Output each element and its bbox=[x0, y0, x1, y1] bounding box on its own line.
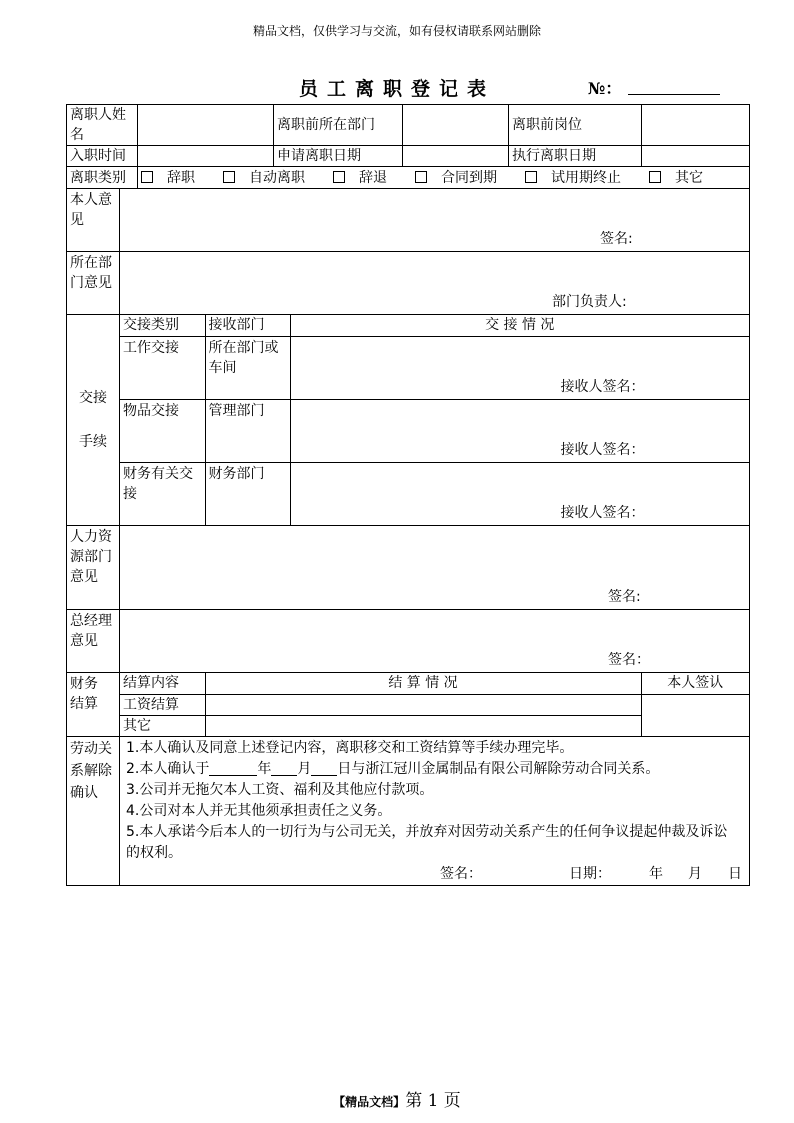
post-field[interactable] bbox=[642, 105, 750, 146]
option-resign[interactable]: 辞职 bbox=[141, 170, 209, 186]
name-label: 离职人姓名 bbox=[67, 105, 138, 146]
handover-dept-finance: 财务部门 bbox=[205, 462, 290, 525]
page-number: 第 1 页 bbox=[405, 1091, 461, 1111]
option-contract-end[interactable]: 合同到期 bbox=[415, 170, 511, 186]
gm-opinion-label: 总经理意见 bbox=[67, 610, 120, 673]
finance-content-header: 结算内容 bbox=[120, 673, 205, 694]
handover-dept-header: 接收部门 bbox=[205, 315, 290, 336]
labor-day-label: 日 bbox=[728, 866, 742, 882]
number-field[interactable] bbox=[628, 94, 720, 95]
labor-year-label: 年 bbox=[649, 866, 663, 882]
option-other[interactable]: 其它 bbox=[649, 170, 717, 186]
page-footer bbox=[0, 1086, 794, 1111]
handover-dept-items: 管理部门 bbox=[205, 399, 290, 462]
apply-date-field[interactable] bbox=[403, 146, 509, 167]
labor-term-4: 4.公司对本人并无其他须承担责任之义务。 bbox=[126, 803, 392, 819]
receiver-sign-label: 接收人签名： bbox=[560, 441, 645, 458]
month-blank[interactable] bbox=[271, 761, 297, 776]
finance-status-header: 结 算 情 况 bbox=[205, 673, 641, 694]
apply-date-label: 申请离职日期 bbox=[274, 146, 403, 167]
dept-head-sign-label: 部门负责人: bbox=[552, 294, 627, 310]
number-label: №： bbox=[588, 79, 622, 98]
handover-type-work: 工作交接 bbox=[120, 336, 205, 399]
entry-field[interactable] bbox=[138, 146, 274, 167]
labor-term-5: 5.本人承诺今后本人的一切行为与公司无关，并放弃对因劳动关系产生的任何争议提起仲裁及诉讼的权利。 bbox=[126, 824, 728, 861]
handover-status-work[interactable] bbox=[290, 336, 749, 399]
labor-month-label: 月 bbox=[688, 866, 702, 882]
finance-status-salary[interactable] bbox=[205, 694, 641, 715]
handover-type-header: 交接类别 bbox=[120, 315, 205, 336]
hr-opinion-field[interactable] bbox=[120, 526, 750, 610]
labor-terms bbox=[120, 737, 750, 886]
checkbox-icon[interactable] bbox=[649, 171, 661, 183]
footer-tag: 【精品文档】 bbox=[333, 1095, 406, 1109]
exec-date-label: 执行离职日期 bbox=[509, 146, 642, 167]
handover-status-header: 交 接 情 况 bbox=[290, 315, 749, 336]
handover-type-finance: 财务有关交接 bbox=[120, 462, 205, 525]
self-opinion-field[interactable] bbox=[120, 189, 750, 252]
labor-term-2: 2.本人确认于 年 月 日与浙江冠川金属制品有限公司解除劳动合同关系。 bbox=[126, 761, 660, 777]
finance-label: 财务 结算 bbox=[67, 673, 120, 737]
labor-term-3: 3.公司并无拖欠本人工资、福利及其他应付款项。 bbox=[126, 782, 434, 798]
form-title: 员工离职登记表 bbox=[298, 78, 495, 100]
dept-field[interactable] bbox=[403, 105, 509, 146]
dept-opinion-field[interactable] bbox=[120, 252, 750, 315]
finance-confirm-field[interactable] bbox=[641, 694, 749, 736]
day-blank[interactable] bbox=[311, 761, 337, 776]
self-sign-label: 签名: bbox=[600, 231, 633, 247]
handover-table bbox=[120, 315, 749, 525]
labor-sign-label: 签名： bbox=[440, 866, 482, 882]
receiver-sign-label: 接收人签名： bbox=[560, 505, 645, 521]
name-field[interactable] bbox=[138, 105, 274, 146]
checkbox-icon[interactable] bbox=[333, 171, 345, 183]
hr-opinion-label: 人力资源部门意见 bbox=[67, 526, 120, 610]
checkbox-icon[interactable] bbox=[223, 171, 235, 183]
option-dismiss[interactable]: 辞退 bbox=[333, 170, 401, 186]
watermark-text: 精品文档，仅供学习与交流，如有侵权请联系网站删除 bbox=[252, 24, 541, 38]
receiver-sign-label: 接收人签名： bbox=[560, 378, 645, 395]
handover-dept-work: 所在部门或车间 bbox=[205, 336, 290, 399]
type-label: 离职类别 bbox=[67, 167, 138, 189]
handover-status-items[interactable] bbox=[290, 399, 749, 462]
finance-status-other[interactable] bbox=[205, 715, 641, 736]
dept-opinion-label: 所在部门意见 bbox=[67, 252, 120, 315]
finance-confirm-header: 本人签认 bbox=[641, 673, 749, 694]
checkbox-icon[interactable] bbox=[525, 171, 537, 183]
handover-type-items: 物品交接 bbox=[120, 399, 205, 462]
handover-label: 交接 手续 bbox=[67, 315, 120, 526]
entry-label: 入职时间 bbox=[67, 146, 138, 167]
exec-date-field[interactable] bbox=[642, 146, 750, 167]
handover-status-finance[interactable] bbox=[290, 462, 749, 525]
gm-opinion-field[interactable] bbox=[120, 610, 750, 673]
labor-term-1: 1.本人确认及同意上述登记内容，离职移交和工资结算等手续办理完毕。 bbox=[126, 740, 574, 756]
type-options bbox=[138, 167, 750, 189]
dept-label: 离职前所在部门 bbox=[274, 105, 403, 146]
post-label: 离职前岗位 bbox=[509, 105, 642, 146]
finance-item-salary: 工资结算 bbox=[120, 694, 205, 715]
hr-sign-label: 签名: bbox=[608, 589, 641, 605]
option-probation-end[interactable]: 试用期终止 bbox=[525, 170, 635, 186]
checkbox-icon[interactable] bbox=[415, 171, 427, 183]
checkbox-icon[interactable] bbox=[141, 171, 153, 183]
resignation-form bbox=[66, 104, 750, 886]
finance-table bbox=[120, 673, 749, 736]
option-self-leave[interactable]: 自动离职 bbox=[223, 170, 319, 186]
self-opinion-label: 本人意见 bbox=[67, 189, 120, 252]
year-blank[interactable] bbox=[209, 761, 257, 776]
labor-sign-line bbox=[126, 864, 746, 885]
finance-item-other: 其它 bbox=[120, 715, 205, 736]
gm-sign-label: 签名： bbox=[608, 652, 650, 668]
labor-date-label: 日期： bbox=[569, 866, 611, 882]
labor-label: 劳动关系解除确认 bbox=[67, 737, 120, 886]
